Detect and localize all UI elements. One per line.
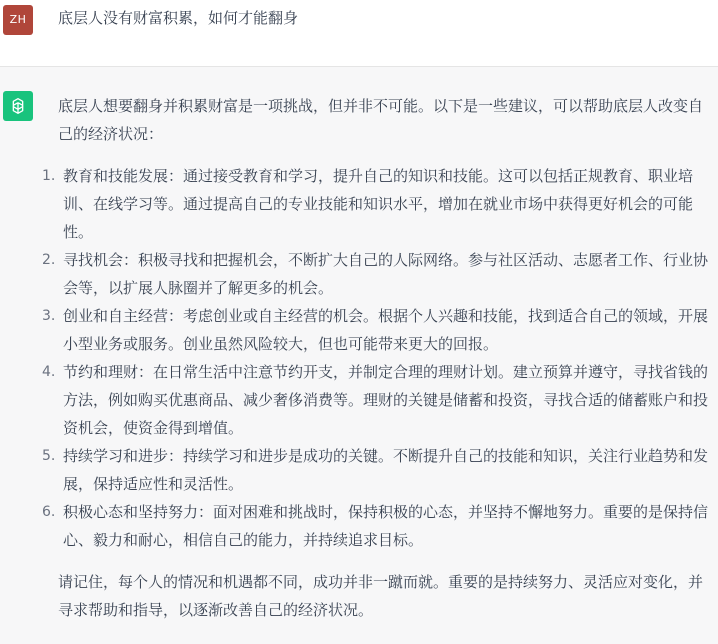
list-item-text: 创业和自主经营：考虑创业或自主经营的机会。根据个人兴趣和技能，找到适合自己的领域，开展小型业务或服务。创业虽然风险较大，但也可能带来更大的回报。	[63, 307, 709, 353]
list-item-text: 持续学习和进步：持续学习和进步是成功的关键。不断提升自己的技能和知识，关注行业趋势和发展，保持适应性和灵活性。	[63, 447, 709, 493]
list-number: 6.	[42, 504, 56, 520]
list-number: 3.	[42, 308, 56, 324]
list-item-text: 积极心态和坚持努力：面对困难和挑战时，保持积极的心态，并坚持不懈地努力。重要的是保持信心、毅力和耐心，相信自己的能力，并持续追求目标。	[63, 503, 709, 549]
list-item	[42, 442, 710, 498]
list-item	[42, 162, 710, 246]
list-item	[42, 498, 710, 554]
openai-logo-icon	[3, 91, 33, 121]
list-item-text: 节约和理财：在日常生活中注意节约开支，并制定合理的理财计划。建立预算并遵守，寻找省钱的方法，例如购买优惠商品、减少奢侈消费等。理财的关键是储蓄和投资，寻找合适的储蓄账户和投资机会，使资金得到增值。	[63, 363, 709, 437]
list-number: 1.	[42, 168, 56, 184]
user-message-text: 底层人没有财富积累，如何才能翻身	[58, 9, 299, 27]
list-item-text: 寻找机会：积极寻找和把握机会，不断扩大自己的人际网络。参与社区活动、志愿者工作、行业协会等，以扩展人脉圈并了解更多的机会。	[63, 251, 709, 297]
list-number: 5.	[42, 448, 56, 464]
assistant-message-content	[42, 92, 710, 624]
suggestion-list	[42, 162, 710, 554]
list-item-text: 教育和技能发展：通过接受教育和学习，提升自己的知识和技能。这可以包括正规教育、职业培训、在线学习等。通过提高自己的专业技能和知识水平，增加在就业市场中获得更好机会的可能性。	[63, 167, 694, 241]
assistant-intro: 底层人想要翻身并积累财富是一项挑战，但并非不可能。以下是一些建议，可以帮助底层人改变自己的经济状况：	[58, 97, 704, 143]
list-number: 2.	[42, 252, 56, 268]
user-message-row	[0, 0, 718, 67]
list-item	[42, 358, 710, 442]
list-item	[42, 302, 710, 358]
list-number: 4.	[42, 364, 56, 380]
user-avatar: ZH	[3, 5, 33, 35]
assistant-message-row	[0, 67, 718, 644]
assistant-outro: 请记住，每个人的情况和机遇都不同，成功并非一蹴而就。重要的是持续努力、灵活应对变化，并寻求帮助和指导，以逐渐改善自己的经济状况。	[58, 573, 704, 619]
list-item	[42, 246, 710, 302]
